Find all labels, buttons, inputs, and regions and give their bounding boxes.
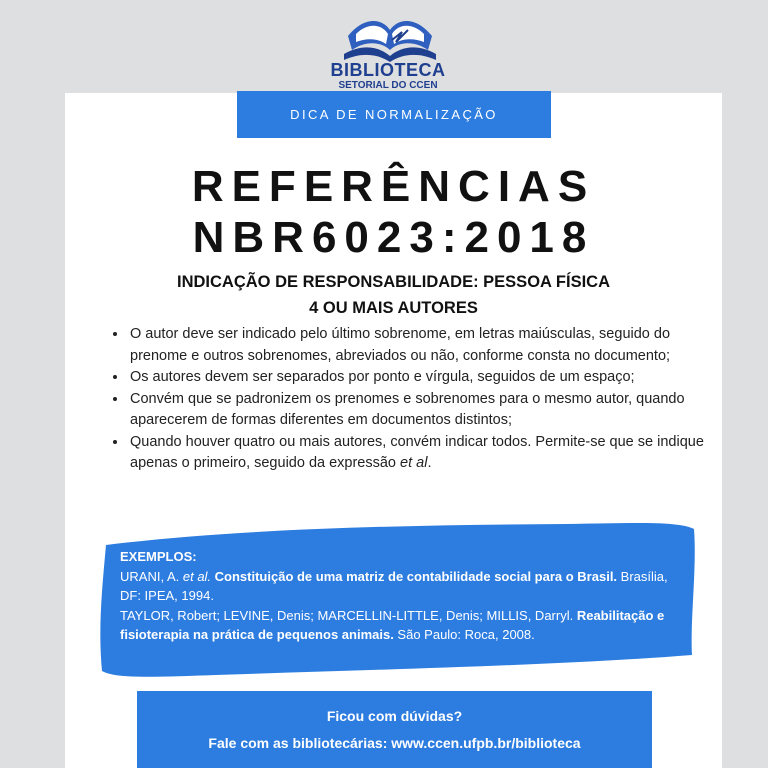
example-1-title: Constituição de uma matriz de contabilidade social para o Brasil. xyxy=(211,568,618,584)
logo-subtitle: SETORIAL DO CCEN xyxy=(338,80,438,91)
example-1-author: URANI, A. xyxy=(120,568,183,584)
logo-title: BIBLIOTECA xyxy=(330,60,446,80)
example-2-title: Reabilitação e fisioterapia na prática de pequenos animais. xyxy=(120,607,665,642)
example-1-rest: Brasília, DF: IPEA, 1994. xyxy=(120,568,668,603)
example-2-rest: São Paulo: Roca, 2008. xyxy=(393,627,535,642)
subtitle-line2: 4 OU MAIS AUTORES xyxy=(309,299,478,317)
footer-question: Ficou com dúvidas? xyxy=(326,708,463,724)
page-title-line1: REFERÊNCIAS xyxy=(191,162,596,211)
library-logo xyxy=(318,10,458,94)
subtitle-line1: INDICAÇÃO DE RESPONSABILIDADE: PESSOA FÍSICA xyxy=(176,273,610,291)
rules-list xyxy=(108,324,728,475)
rule-item xyxy=(128,432,728,475)
examples-box xyxy=(120,547,692,645)
rule-item: • O autor deve ser indicado pelo último sobrenome, em letras maiúsculas, seguido do prenome e outros sobrenomes, abreviados ou não, conforme consta no documento; xyxy=(128,324,728,367)
rule-text: Quando houver quatro ou mais autores, convém indicar todos. Permite-se que se indique apenas o primeiro, seguido da expressão xyxy=(130,433,704,471)
example-1 xyxy=(120,567,692,606)
rule-item: • Convém que se padronizem os prenomes e sobrenomes para o mesmo autor, quando aparecerem de formas diferentes em documentos distintos; xyxy=(128,389,728,432)
contact-footer xyxy=(137,691,652,768)
example-2-author: TAYLOR, Robert; LEVINE, Denis; MARCELLIN-LITTLE, Denis; MILLIS, Darryl. xyxy=(120,607,577,623)
page-title-line2: NBR6023:2018 xyxy=(192,213,595,262)
tip-banner: DICA DE NORMALIZAÇÃO xyxy=(237,91,551,138)
example-2 xyxy=(120,606,692,645)
rule-emphasis: et al xyxy=(400,455,428,471)
rule-tail: . xyxy=(427,455,432,471)
open-book-icon xyxy=(342,10,438,64)
examples-label: EXEMPLOS: xyxy=(120,549,197,564)
rule-item: • Os autores devem ser separados por ponto e vírgula, seguidos de um espaço; xyxy=(128,367,728,389)
example-1-etal: et al. xyxy=(182,568,212,584)
footer-contact: Fale com as bibliotecárias: www.ccen.ufpb.br/biblioteca xyxy=(208,735,581,751)
